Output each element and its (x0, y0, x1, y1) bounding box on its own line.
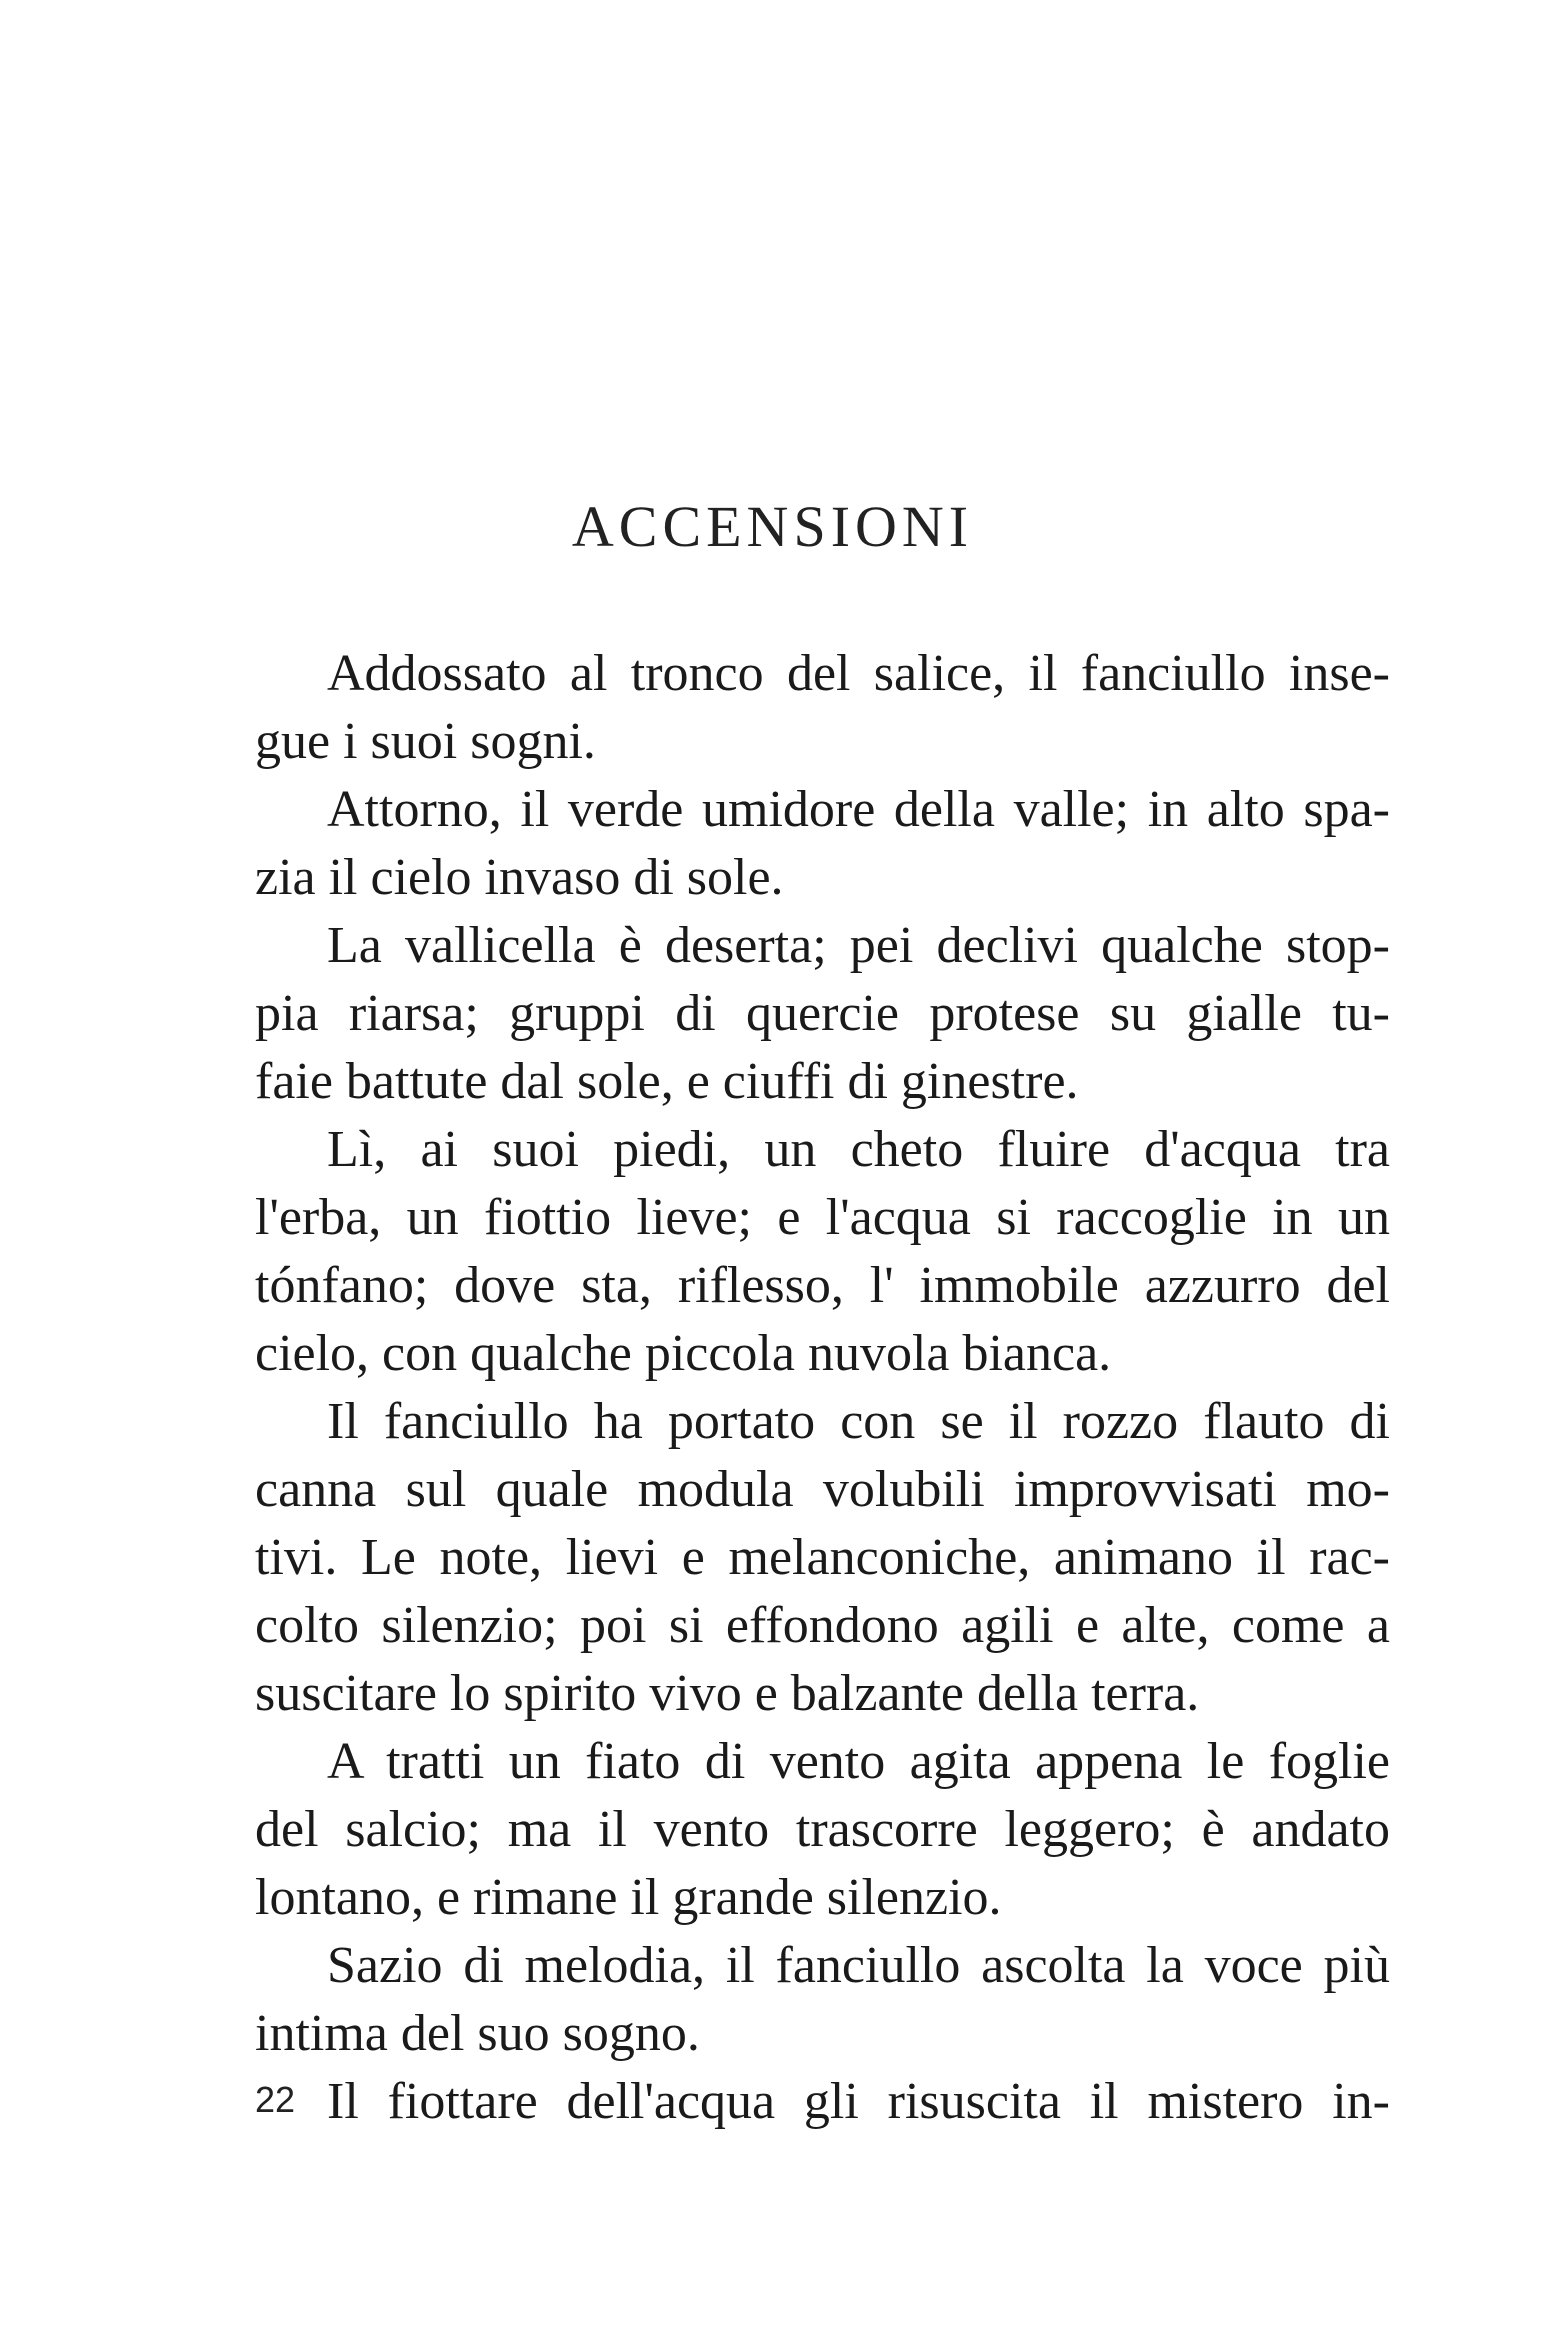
body-text (255, 640, 1390, 2136)
chapter-title: ACCENSIONI (571, 494, 974, 559)
text-line: La vallicella è deserta; pei declivi qualche stop- (327, 917, 1390, 974)
text-line: intima del suo sogno. (255, 2005, 700, 2062)
text-line: A tratti un fiato di vento agita appena le foglie (327, 1733, 1390, 1790)
text-line: faie battute dal sole, e ciuffi di ginestre. (255, 1053, 1079, 1110)
text-line: l'erba, un fiottio lieve; e l'acqua si raccoglie in un (255, 1189, 1390, 1246)
text-line: tónfano; dove sta, riflesso, l' immobile azzurro del (255, 1257, 1390, 1314)
text-line: Sazio di melodia, il fanciullo ascolta la voce più (327, 1937, 1390, 1994)
text-line: del salcio; ma il vento trascorre leggero; è andato (255, 1801, 1390, 1858)
text-line: tivi. Le note, lievi e melanconiche, animano il rac- (255, 1529, 1390, 1586)
text-line: Addossato al tronco del salice, il fanciullo inse- (327, 645, 1390, 702)
text-line: zia il cielo invaso di sole. (255, 849, 784, 906)
text-line: cielo, con qualche piccola nuvola bianca. (255, 1325, 1112, 1382)
text-line: colto silenzio; poi si effondono agili e alte, come a (255, 1597, 1390, 1654)
text-line: canna sul quale modula volubili improvvisati mo- (255, 1461, 1390, 1518)
text-line: Lì, ai suoi piedi, un cheto fluire d'acqua tra (327, 1121, 1390, 1178)
text-line: Attorno, il verde umidore della valle; in alto spa- (327, 781, 1390, 838)
text-line: lontano, e rimane il grande silenzio. (255, 1869, 1002, 1926)
text-line: gue i suoi sogni. (255, 713, 596, 770)
text-line: pia riarsa; gruppi di quercie protese su gialle tu- (255, 985, 1390, 1042)
text-line: Il fiottare dell'acqua gli risuscita il mistero in- (327, 2073, 1390, 2130)
page-number: 22 (255, 2079, 296, 2120)
text-line: suscitare lo spirito vivo e balzante della terra. (255, 1665, 1200, 1722)
text-line: Il fanciullo ha portato con se il rozzo flauto di (327, 1393, 1390, 1450)
